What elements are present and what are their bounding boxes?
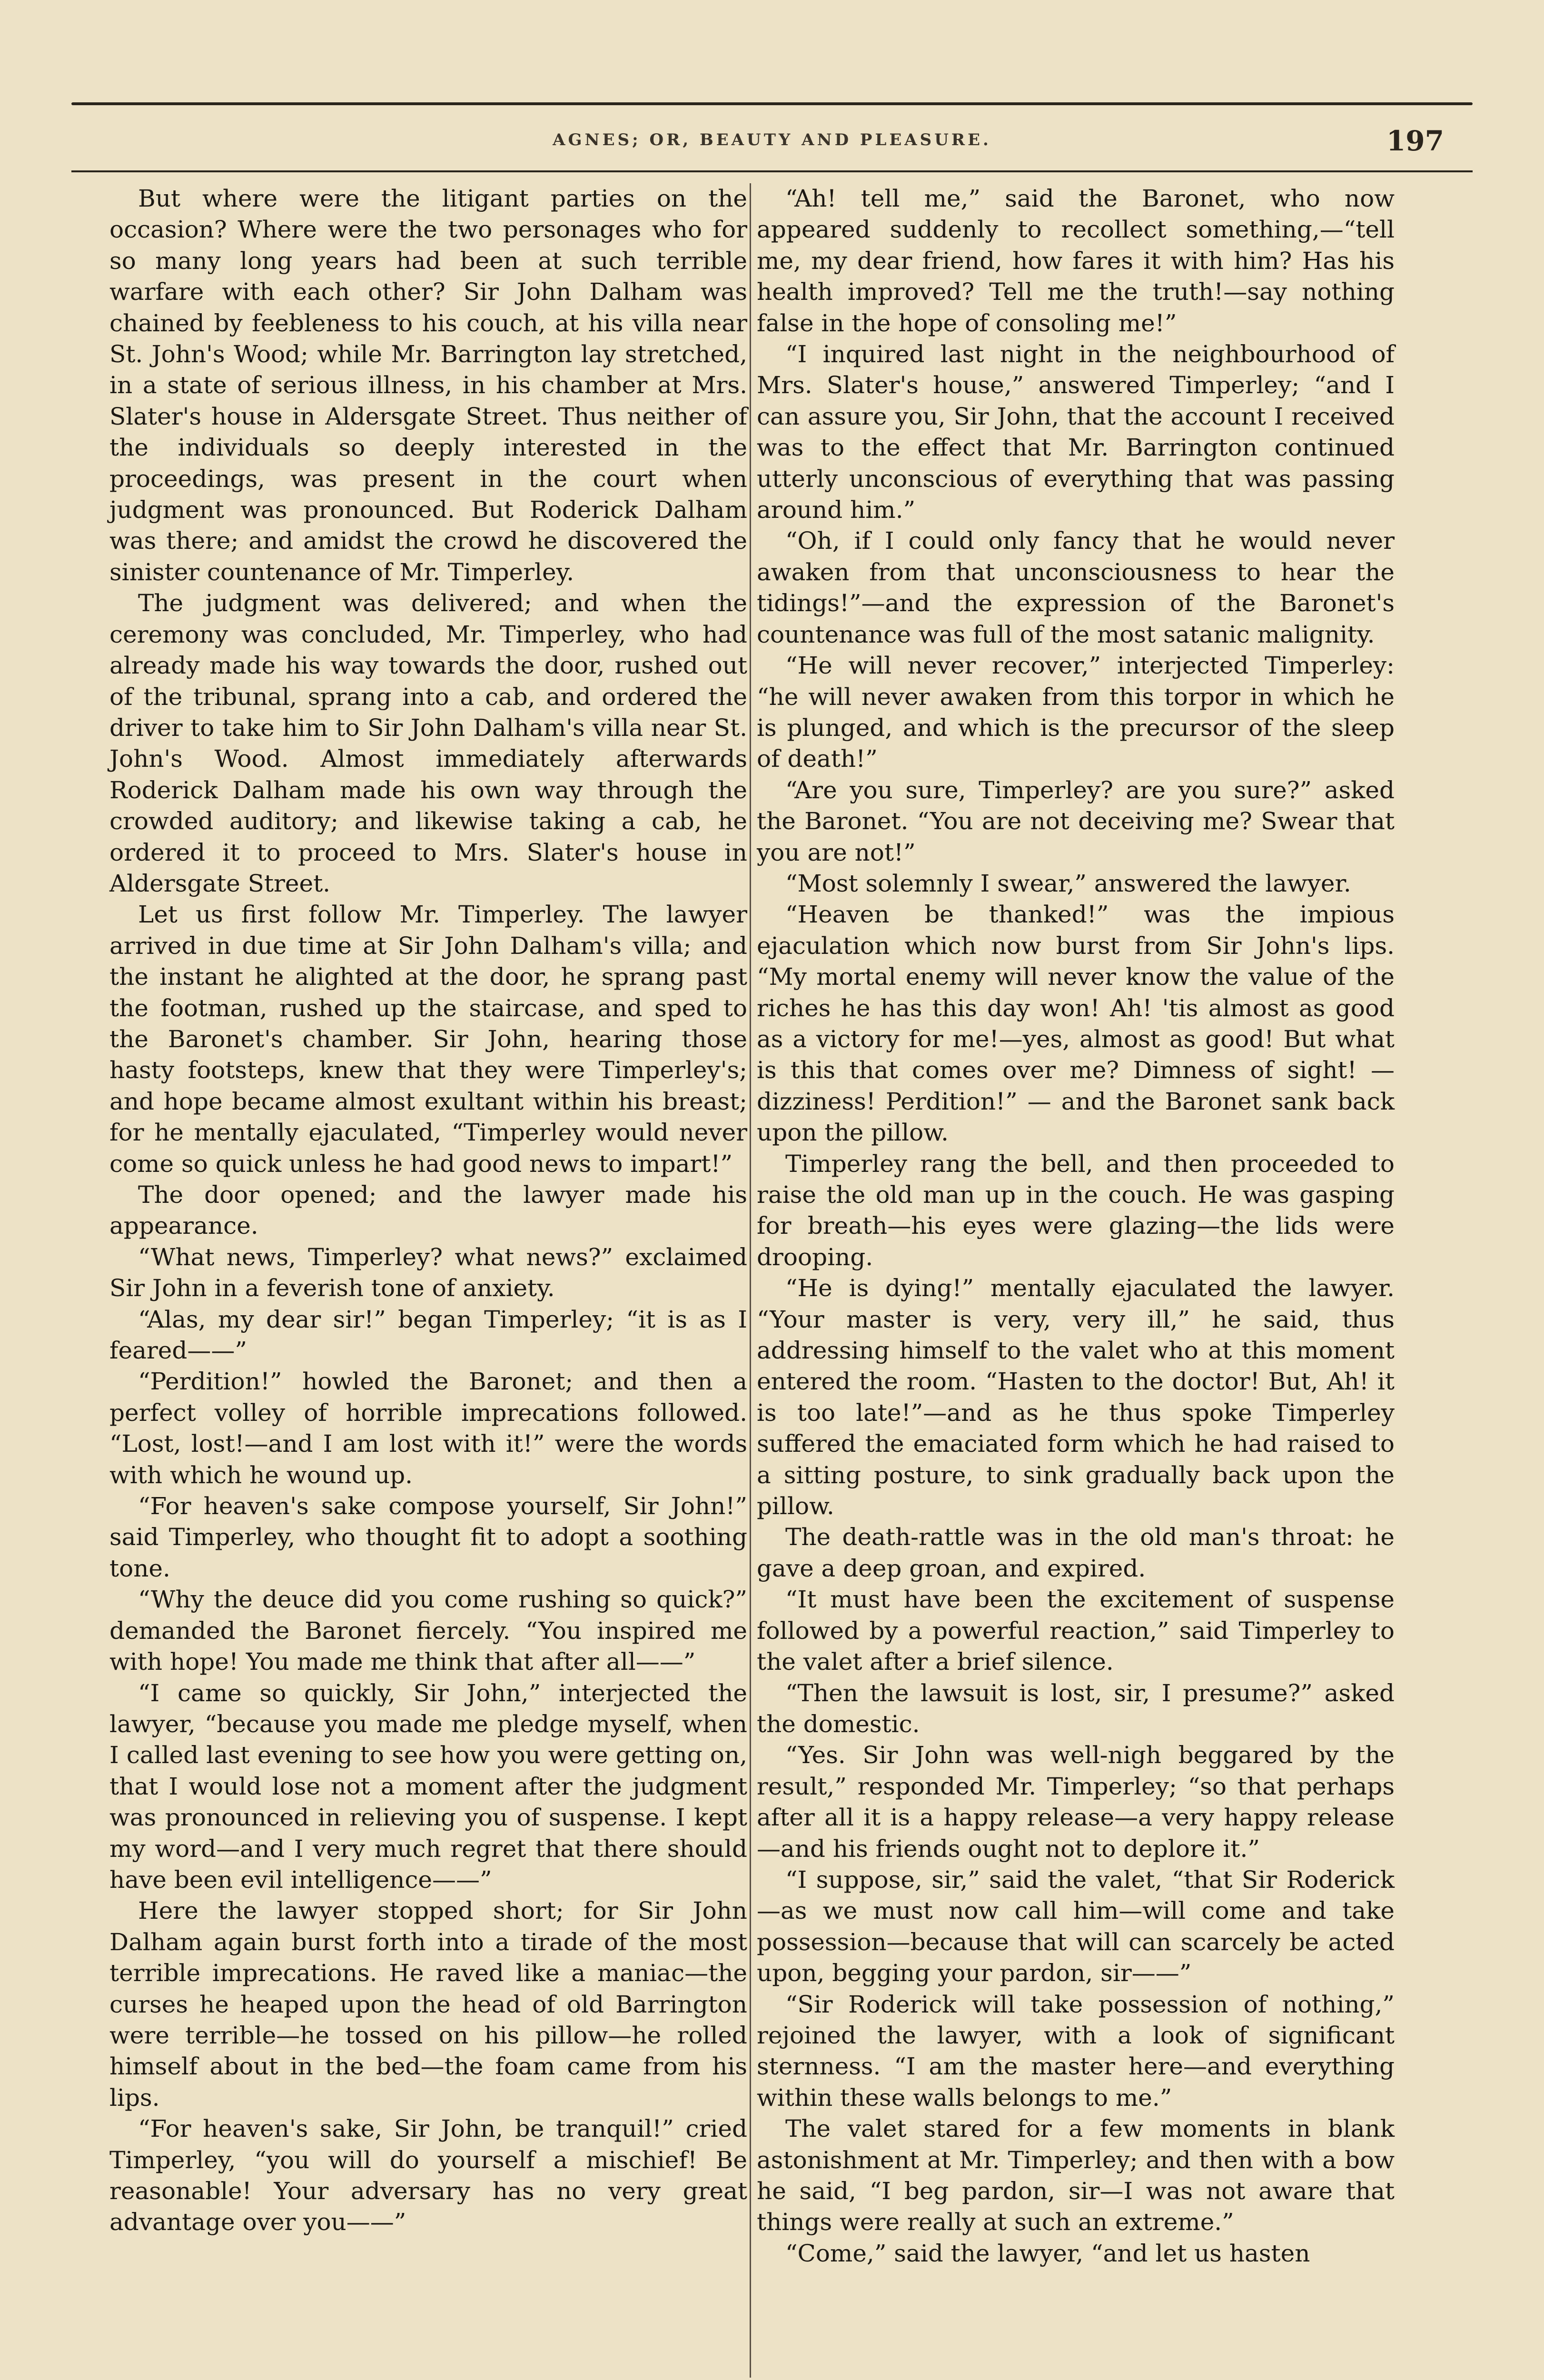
- page-number: 197: [1386, 125, 1444, 157]
- running-head: AGNES; OR, BEAUTY AND PLEASURE.: [553, 130, 991, 149]
- column-divider: [750, 183, 751, 2378]
- paragraph: “Then the lawsuit is lost, sir, I presume?” asked the domestic.: [757, 1679, 1395, 1738]
- paragraph: “Perdition!” howled the Baronet; and then a perfect volley of horrible imprecations followed. “Lost, lost!—and I am lost with it!” were the words with which he wound up.: [109, 1368, 747, 1489]
- paragraph: “For heaven's sake compose yourself, Sir John!” said Timperley, who thought fit to adopt a soothing tone.: [109, 1492, 747, 1582]
- paragraph: “Most solemnly I swear,” answered the lawyer.: [785, 869, 1351, 897]
- paragraph: “He will never recover,” interjected Timperley: “he will never awaken from this torpor in which he is plunged, and which is the precursor of the sleep of death!”: [757, 652, 1395, 773]
- paragraph: “He is dying!” mentally ejaculated the lawyer. “Your master is very, very ill,” he said, thus addressing himself to the valet who at this moment entered the room. “Hasten to the doctor! But, Ah! it is too late!”—and as he thus spoke Timperley suffered the emaciated form which he had raised to a sitting posture, to sink gradually back upon the pillow.: [757, 1274, 1395, 1520]
- paragraph: “Yes. Sir John was well-nigh beggared by the result,” responded Mr. Timperley; “so that perhaps after all it is a happy release—a very happy release—and his friends ought not to deplore it.”: [757, 1741, 1395, 1863]
- left-column: [109, 183, 747, 2238]
- paragraph: Timperley rang the bell, and then proceeded to raise the old man up in the couch. He was gasping for breath—his eyes were glazing—the lids were drooping.: [757, 1150, 1395, 1271]
- paragraph: “I came so quickly, Sir John,” interjected the lawyer, “because you made me pledge myself, when I called last evening to see how you were getting on, that I would lose not a moment after the judgment was pronounced in relieving you of suspense. I kept my word—and I very much regret that there should have been evil intelligence——”: [109, 1679, 747, 1894]
- paragraph: “Heaven be thanked!” was the impious ejaculation which now burst from Sir John's lips. “My mortal enemy will never know the value of the riches he has this day won! Ah! 'tis almost as good as a victory for me!—yes, almost as good! But what is this that comes over me? Dimness of sight! — dizziness! Perdition!” — and the Baronet sank back upon the pillow.: [757, 901, 1395, 1147]
- paragraph: Let us first follow Mr. Timperley. The lawyer arrived in due time at Sir John Dalham's villa; and the instant he alighted at the door, he sprang past the footman, rushed up the staircase, and sped to the Baronet's chamber. Sir John, hearing those hasty footsteps, knew that they were Timperley's; and hope became almost exultant within his breast; for he mentally ejaculated, “Timperley would never come so quick unless he had good news to impart!”: [109, 901, 747, 1178]
- paragraph: “Ah! tell me,” said the Baronet, who now appeared suddenly to recollect something,—“tell me, my dear friend, how fares it with him? Has his health improved? Tell me the truth!—say nothing false in the hope of consoling me!”: [757, 185, 1395, 337]
- paragraph: Here the lawyer stopped short; for Sir John Dalham again burst forth into a tirade of the most terrible imprecations. He raved like a maniac—the curses he heaped upon the head of old Barrington were terrible—he tossed on his pillow—he rolled himself about in the bed—the foam came from his lips.: [109, 1897, 747, 2112]
- paragraph: “It must have been the excitement of suspense followed by a powerful reaction,” said Timperley to the valet after a brief silence.: [757, 1586, 1395, 1676]
- paragraph: “Oh, if I could only fancy that he would never awaken from that unconsciousness to hear the tidings!”—and the expression of the Baronet's countenance was full of the most satanic malignity.: [757, 527, 1395, 648]
- paragraph: “Why the deuce did you come rushing so quick?” demanded the Baronet fiercely. “You inspired me with hope! You made me think that after all——”: [109, 1586, 747, 1676]
- header-rule: [71, 170, 1473, 172]
- paragraph: “I inquired last night in the neighbourhood of Mrs. Slater's house,” answered Timperley; “and I can assure you, Sir John, that the account I received was to the effect that Mr. Barrington continued utterly unconscious of everything that was passing around him.”: [757, 340, 1395, 524]
- right-column: [757, 183, 1395, 2269]
- page-top-rule: [71, 102, 1473, 105]
- paragraph: “What news, Timperley? what news?” exclaimed Sir John in a feverish tone of anxiety.: [109, 1243, 747, 1302]
- paragraph: “I suppose, sir,” said the valet, “that Sir Roderick—as we must now call him—will come and take possession—because that will can scarcely be acted upon, begging your pardon, sir——”: [757, 1865, 1395, 1987]
- paragraph: “Come,” said the lawyer, “and let us hasten: [785, 2239, 1310, 2267]
- paragraph: “Are you sure, Timperley? are you sure?” asked the Baronet. “You are not deceiving me? Swear that you are not!”: [757, 776, 1395, 866]
- paragraph: But where were the litigant parties on the occasion? Where were the two personages who for so many long years had been at such terrible warfare with each other? Sir John Dalham was chained by feebleness to his couch, at his villa near St. John's Wood; while Mr. Barrington lay stretched, in a state of serious illness, in his chamber at Mrs. Slater's house in Aldersgate Street. Thus neither of the individuals so deeply interested in the proceedings, was present in the court when judgment was pronounced. But Roderick Dalham was there; and amidst the crowd he discovered the sinister countenance of Mr. Timperley.: [109, 185, 747, 586]
- paragraph: The judgment was delivered; and when the ceremony was concluded, Mr. Timperley, who had already made his way towards the door, rushed out of the tribunal, sprang into a cab, and ordered the driver to take him to Sir John Dalham's villa near St. John's Wood. Almost immediately afterwards Roderick Dalham made his own way through the crowded auditory; and likewise taking a cab, he ordered it to proceed to Mrs. Slater's house in Aldersgate Street.: [109, 589, 747, 897]
- page-header: [71, 125, 1473, 163]
- paragraph: “Sir Roderick will take possession of nothing,” rejoined the lawyer, with a look of significant sternness. “I am the master here—and everything within these walls belongs to me.”: [757, 1990, 1395, 2112]
- paragraph: The valet stared for a few moments in blank astonishment at Mr. Timperley; and then with a bow he said, “I beg pardon, sir—I was not aware that things were really at such an extreme.”: [757, 2115, 1395, 2236]
- paragraph: The door opened; and the lawyer made his appearance.: [109, 1181, 747, 1240]
- paragraph: “For heaven's sake, Sir John, be tranquil!” cried Timperley, “you will do yourself a mischief! Be reasonable! Your adversary has no very great advantage over you——”: [109, 2115, 747, 2236]
- paragraph: “Alas, my dear sir!” began Timperley; “it is as I feared——”: [109, 1305, 747, 1365]
- paragraph: The death-rattle was in the old man's throat: he gave a deep groan, and expired.: [757, 1523, 1395, 1582]
